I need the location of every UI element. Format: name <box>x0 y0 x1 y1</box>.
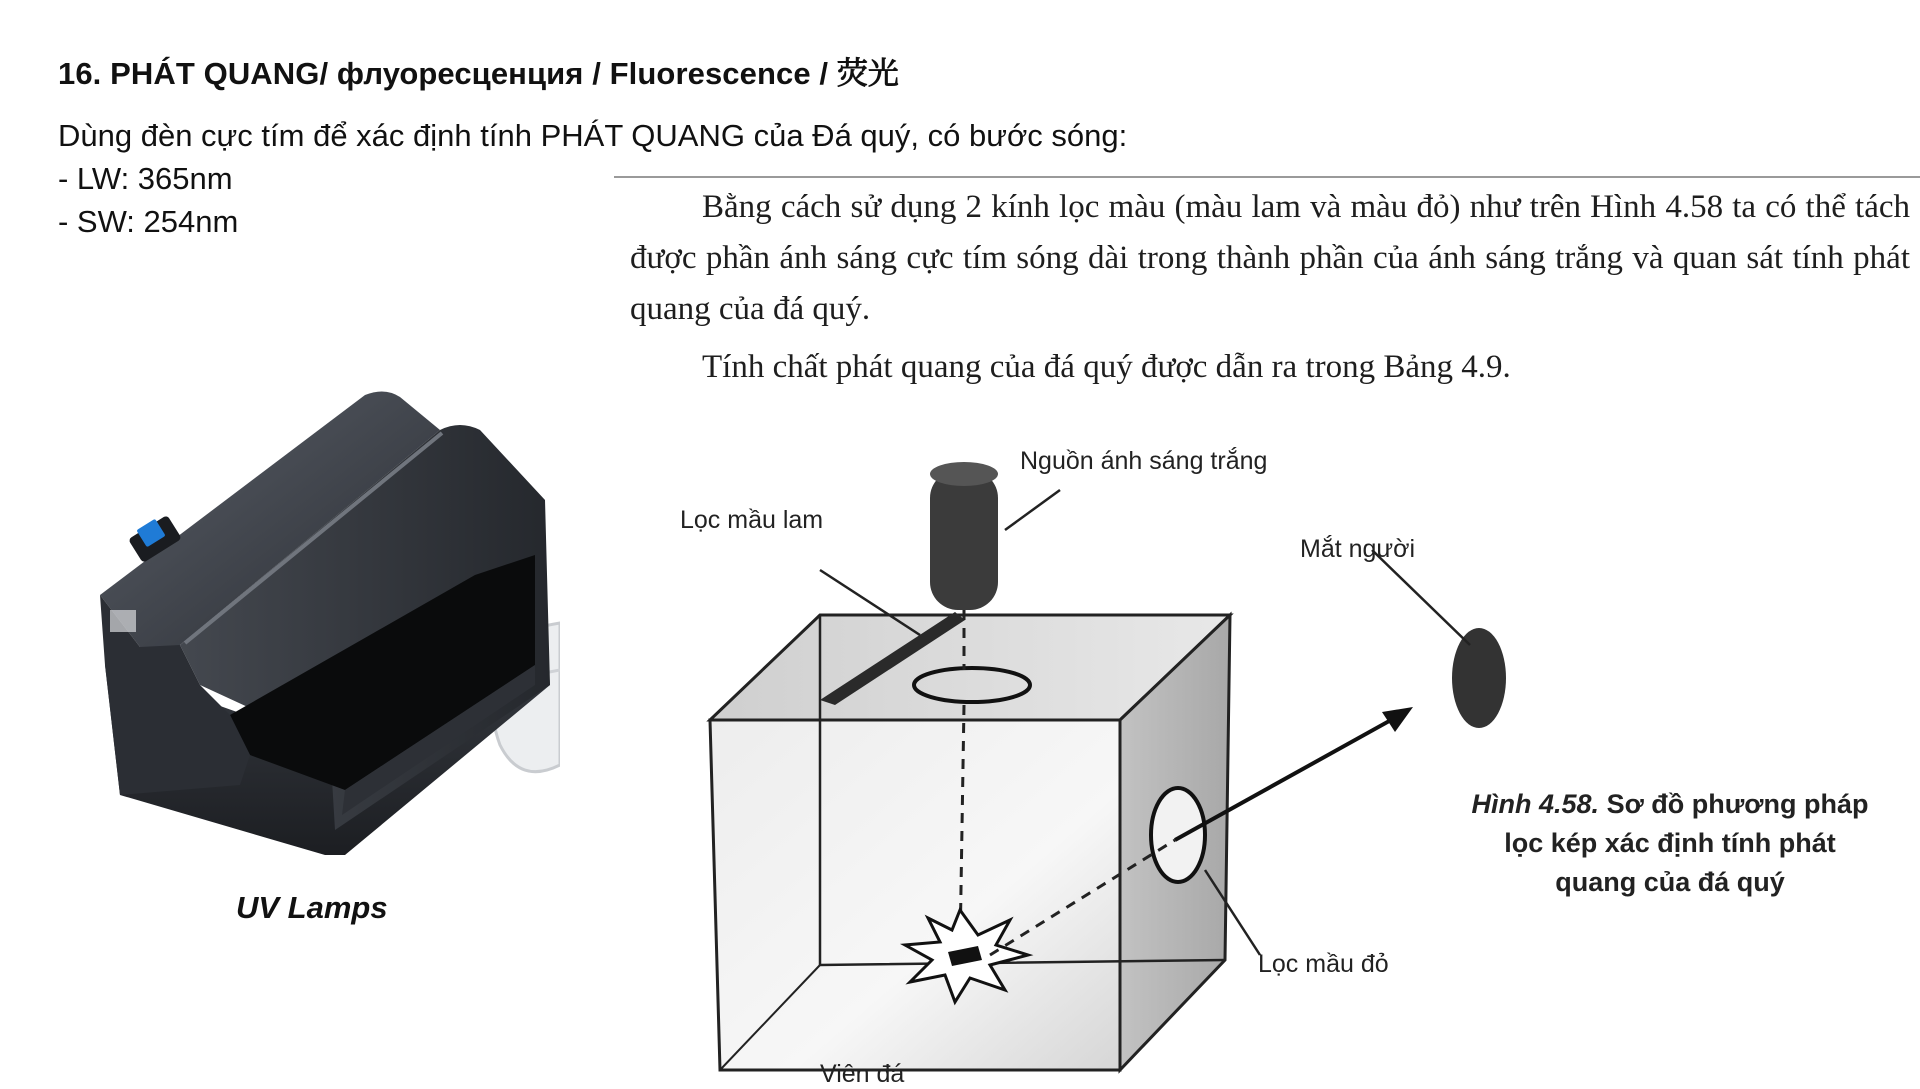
uv-lamp-icon <box>80 385 560 865</box>
uv-lamp-image <box>80 385 560 865</box>
figure-caption-text: Sơ đồ phương pháp lọc kép xác định tính phát quang của đá quý <box>1504 789 1869 897</box>
label-eye: Mắt người <box>1300 535 1416 563</box>
label-blue-filter: Lọc mầu lam <box>680 506 824 534</box>
label-light-source: Nguồn ánh sáng trắng <box>1020 447 1268 475</box>
excerpt-paragraph-1: Bằng cách sử dụng 2 kính lọc màu (màu lam và màu đỏ) như trên Hình 4.58 ta có thể tách được phần ánh sáng cực tím sóng dài trong thành phần của ánh sáng trắng và quan sát tính phát quang của đá quý. <box>630 189 1910 327</box>
label-red-filter: Lọc mầu đỏ <box>1258 950 1389 978</box>
diagram-drawing <box>660 430 1920 1080</box>
divider-line <box>614 176 1920 178</box>
double-filter-diagram <box>660 430 1920 1088</box>
label-stone: Viên đá <box>820 1060 905 1088</box>
wavelength-sw: - SW: 254nm <box>58 204 239 239</box>
excerpt-paragraph-2: Tính chất phát quang của đá quý được dẫn ra trong Bảng 4.9. <box>702 349 1511 385</box>
slide-title: 16. PHÁT QUANG/ флуоресценция / Fluorescence / 荧光 <box>58 56 900 91</box>
figure-number: Hình 4.58. <box>1471 789 1600 819</box>
figure-caption <box>1460 785 1880 902</box>
lamp-caption: UV Lamps <box>236 890 388 925</box>
intro-line: Dùng đèn cực tím để xác định tính PHÁT QUANG của Đá quý, có bước sóng: <box>58 118 1128 153</box>
wavelength-lw: - LW: 365nm <box>58 161 233 196</box>
